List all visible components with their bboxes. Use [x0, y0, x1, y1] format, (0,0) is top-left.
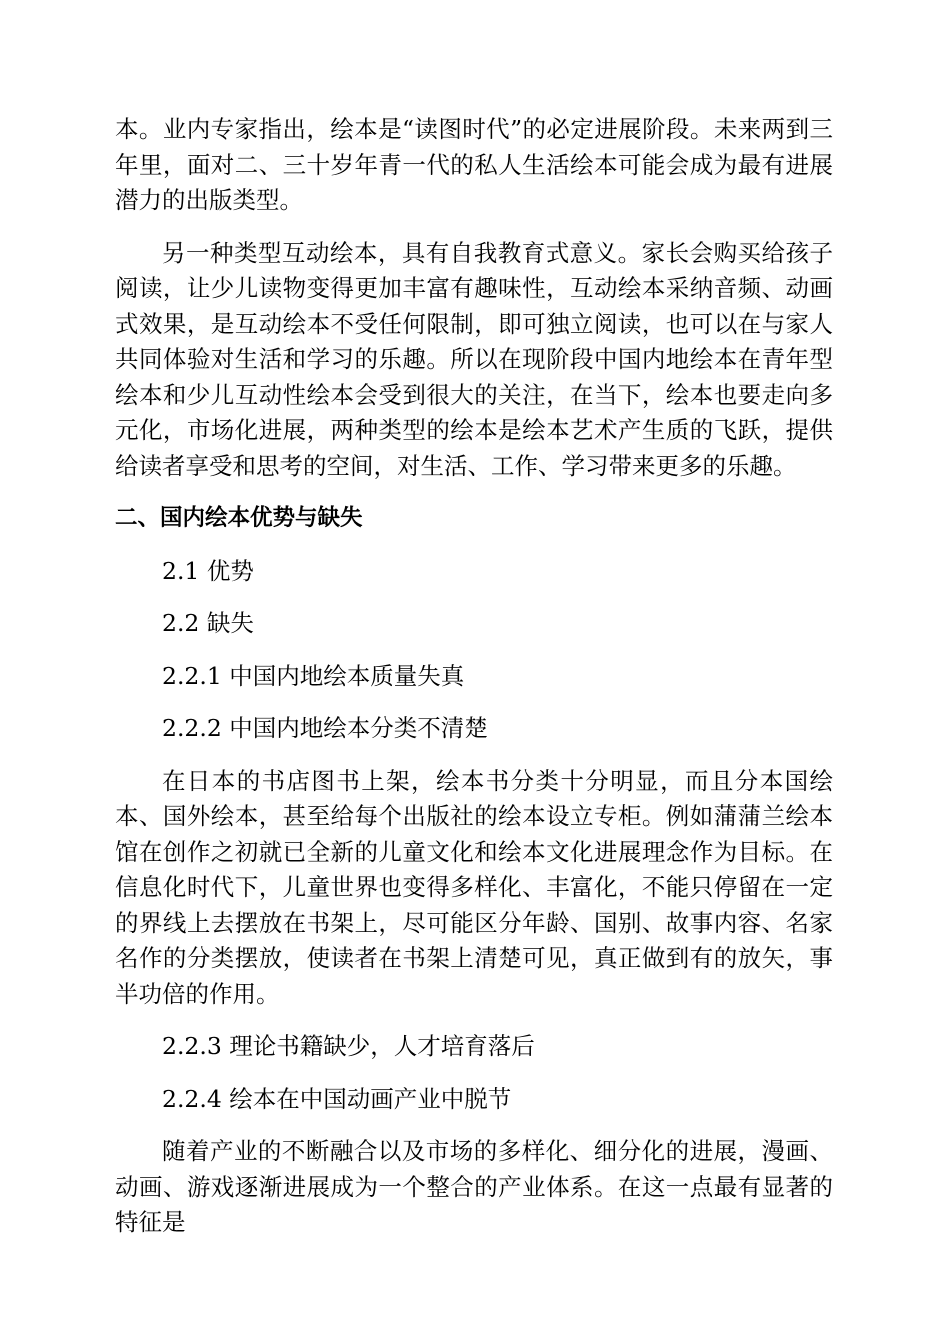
paragraph-continuation: 本。业内专家指出，绘本是“读图时代”的必定进展阶段。未来两到三年里，面对二、三十岁年青一代的私人生活绘本可能会成为最有进展潜力的出版类型。	[115, 115, 833, 214]
paragraph-industry-integration: 随着产业的不断融合以及市场的多样化、细分化的进展，漫画、动画、游戏逐渐进展成为一个整合的产业体系。在这一点最有显著的特征是	[115, 1137, 833, 1236]
subheading-2-2-4: 2.2.4 绘本在中国动画产业中脱节	[162, 1084, 512, 1113]
subheading-2-1: 2.1 优势	[162, 556, 254, 585]
paragraph-japan-bookstores: 在日本的书店图书上架，绘本书分类十分明显，而且分本国绘本、国外绘本，甚至给每个出版社的绘本设立专柜。例如蒲蒲兰绘本馆在创作之初就已全新的儿童文化和绘本文化进展理念作为目标。在信息化时代下，儿童世界也变得多样化、丰富化，不能只停留在一定的界线上去摆放在书架上，尽可能区分年龄、国别、故事内容、名家名作的分类摆放，使读者在书架上清楚可见，真正做到有的放矢，事半功倍的作用。	[115, 766, 833, 1008]
subheading-2-2-1: 2.2.1 中国内地绘本质量失真	[162, 661, 465, 690]
subheading-2-2-3: 2.2.3 理论书籍缺少，人才培育落后	[162, 1032, 535, 1060]
subheading-2-2: 2.2 缺失	[162, 609, 254, 637]
section-heading: 二、国内绘本优势与缺失	[115, 505, 363, 531]
subheading-2-2-2: 2.2.2 中国内地绘本分类不清楚	[162, 714, 488, 742]
paragraph-interactive-picture-books: 另一种类型互动绘本，具有自我教育式意义。家长会购买给孩子阅读，让少儿读物变得更加丰富有趣味性，互动绘本采纳音频、动画式效果，是互动绘本不受任何限制，即可独立阅读，也可以在与家人共同体验对生活和学习的乐趣。所以在现阶段中国内地绘本在青年型绘本和少儿互动性绘本会受到很大的关注，在当下，绘本也要走向多元化，市场化进展，两种类型的绘本是绘本艺术产生质的飞跃，提供给读者享受和思考的空间，对生活、工作、学习带来更多的乐趣。	[115, 238, 833, 480]
document-page	[115, 112, 833, 1258]
